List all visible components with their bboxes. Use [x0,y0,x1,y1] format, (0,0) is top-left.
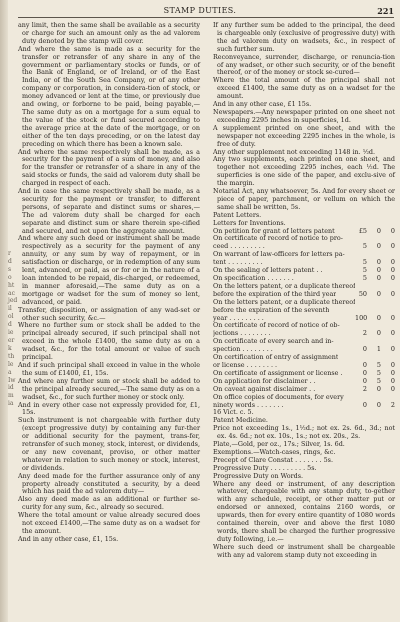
fee-l: 0 [362,376,367,385]
fee-label: On certificate of assignment or license . [213,369,343,377]
fee-amount [355,291,395,299]
fee-row [213,251,395,259]
fee-d: 0 [390,274,395,282]
fee-s [369,299,381,307]
fee-label: year . . . . . . . . . [213,314,264,322]
fee-d: 0 [390,226,395,235]
fee-s: 0 [376,384,381,393]
fee-s [369,409,381,417]
fee-s: 5 [376,376,381,385]
fee-l: 0 [362,400,367,409]
patent-fee-table [213,228,395,418]
fee-d: 0 [390,266,395,275]
right-column-outro [213,417,395,559]
fee-s: 0 [376,266,381,275]
margin-fragment: id [8,384,14,392]
margin-fragment: er [8,336,15,344]
fee-amount [355,322,395,330]
header-rule [18,17,394,18]
fee-row [213,378,395,386]
fee-row [213,386,395,394]
fee-amount [355,315,395,323]
fee-l: 5 [362,266,367,275]
paragraph: If any further sum be added to the principal, the deed is chargeable only (exclusive of progressive duty) with the ad valorem duty on wadsets, &c., in respect of such further sum. [213,21,395,53]
paragraph: And in case the same respectively shall be made, as a security for the payment or transfer, to different persons, of separate and distinct sums or shares,— The ad valorem duty shall be charged for each separate and distinct sum or share therein spe-cified and secured, and not upon the aggregate amount. [18,187,200,235]
paragraph: Progressive Duty on Words. [213,471,304,480]
fee-l: 50 [358,289,367,298]
fee-l: 0 [362,368,367,377]
fee-l: 2 [362,329,367,338]
fee-s: 0 [376,329,381,338]
fee-l: 5 [362,258,367,267]
fee-l: 0 [362,360,367,369]
fee-row [213,299,395,307]
paragraph: Where the total amount or value already secured does not exceed £1400,—The same duty as on a wadset for the amount. [18,511,200,535]
fee-amount [355,259,395,267]
fee-d [383,409,395,417]
paragraph: Any deed made for the further assurance only of any property already constituted a security, by a deed which has paid the ad valorem duty— [18,471,200,496]
fee-label: On the sealing of letters patent . . [213,267,323,275]
paragraph: Patent Letters. [213,210,262,219]
fee-amount [355,243,395,251]
fee-s: 0 [376,258,381,267]
fee-label: spection . . . . . . . . [213,346,273,354]
fee-row [213,315,395,323]
fee-label: On application for disclaimer . . [213,377,316,385]
fee-d: 0 [390,384,395,393]
adjacent-page-margin-fragments [8,250,18,408]
margin-fragment: le [8,360,14,368]
margin-fragment: r [8,250,11,257]
paragraph: Plate,—Gold, per oz., 17s.; Silver, 1s. 6d. [213,440,345,449]
fee-s: 0 [376,313,381,322]
margin-fragment: s [8,265,12,273]
paragraph: A supplement printed on one sheet, and with the newspaper not exceeding 2295 inches in the whole, is free of duty. [213,123,395,148]
margin-fragment: k [8,344,12,352]
paragraph: Where any deed or instrument, of any description whatever, chargeable with any stamp duty, to-gether with any schedule, receipt, or other matter put or endorsed or annexed, contains 2160 words, or upwards, then for every entire quantity of 1080 words contained therein, over and above the first 1080 words, there shall be charged the further progressive duty following, i.e.— [213,479,395,543]
paragraph: And where any further sum or stock shall be added to the principal already secured,—The same duty as on a wadset, &c., for such further money or stock only. [18,376,200,401]
fee-row [213,338,395,346]
fee-s: 0 [376,289,381,298]
fee-d: 0 [390,289,395,298]
fee-row [213,362,395,370]
paragraph: Progressive Duty . . . . . . . . . 5s. [213,463,317,472]
paragraph: Such instrument is not chargeable with further duty (except progressive duty) by containing any fur-ther or additional security for the payment, trans-fer, retransfer of such money, stock, interest, or dividends, or any new covenant, proviso, or other matter whatever in relation to such money or stock, interest, or dividends. [18,416,200,472]
fee-d: 0 [390,329,395,338]
fee-label: ninety words . . . . . . . [213,401,284,409]
fee-row [213,283,395,291]
fee-l: 5 [362,274,367,282]
paragraph: any limit, then the same shall be available as a security or charge for such an amount only as the ad valorem duty denoted by the stamp will cover. [18,21,200,45]
margin-fragment: il [8,305,12,313]
fee-label: On specification . . . . . . . [213,275,294,282]
fee-l: 2 [362,384,367,393]
fee-l: 0 [362,345,367,354]
paragraph: Newspapers.—Any newspaper printed on one sheet not exceeding 2295 inches in superficies, 1d. [213,107,395,124]
fee-row [213,346,395,354]
fee-amount [355,275,395,283]
fee-amount [355,228,395,236]
fee-amount [355,354,395,362]
margin-fragment: d [8,257,12,265]
fee-s: 5 [376,360,381,369]
paragraph: Reconveyance, surrender, discharge, or renuncia-tion of any wadset, or other such security, or of the benefit thereof, or of the money or stock se-cured— [213,52,395,77]
paragraph: And where any such deed or instrument shall be made respectively as a security for the payment of any annuity, or any sum by way of repayment, or in satisfaction or discharge, or in redemption of any sum lent, advanced, or paid, as or for or in the nature of a loan intended to be repaid, dis-charged, or redeemed, in manner aforesaid,—The same duty as on a mortgage or wadset for the sum of money so lent, advanced, or paid. [18,234,200,306]
margin-fragment: jed [8,297,18,305]
fee-row [213,402,395,410]
fee-d: 0 [390,376,395,385]
running-title: STAMP DUTIES. [163,6,237,15]
fee-l [355,299,367,307]
fee-row [213,267,395,275]
fee-row [213,291,395,299]
fee-amount [355,338,395,346]
fee-amount [355,409,395,417]
fee-d: 0 [390,258,395,267]
fee-row [213,307,395,315]
margin-fragment: d [8,321,12,329]
paragraph: Letters for Inventions. [213,218,286,227]
fee-label: before the expiration of the third year [213,290,337,298]
fee-d: 2 [390,400,395,409]
fee-label: or license . . . . . . . . [213,361,278,369]
paragraph: Patent Medicine. [213,416,268,425]
fee-label: On certificate of record of notice of ob- [213,322,340,330]
fee-amount [355,386,395,394]
fee-amount [355,362,395,370]
paragraph: Also any deed made as an additional or further se-curity for any sum, &c., already so secured. [18,495,200,512]
fee-d [383,299,395,307]
paragraph: And in any other case, £1 15s. [213,100,312,109]
fee-s: 0 [376,400,381,409]
paragraph: And if such principal shall exceed in value in the whole the sum of £1400, £1, 15s. [18,360,200,377]
fee-d: 0 [390,345,395,354]
paragraph: And in any other case, £1, 15s. [18,534,119,543]
fee-d: 0 [390,242,395,251]
margin-fragment: ht [8,281,15,289]
fee-label: On petition for grant of letters patent [213,227,335,235]
fee-amount [355,330,395,338]
margin-fragment: ol [8,313,14,321]
fee-row [213,322,395,330]
fee-d: 0 [390,360,395,369]
book-binding-edge [0,0,8,622]
fee-row [213,243,395,251]
page-number: 221 [377,6,394,16]
fee-s: 5 [376,368,381,377]
fee-label: On warrant of law-officers for letters pa- [213,251,345,259]
fee-l: 5 [362,242,367,251]
paragraph: Exemptions.—Watch-cases, rings, &c. [213,447,336,456]
fee-label: On the letters patent, or a duplicate thereof [213,298,355,306]
fee-s: 0 [376,242,381,251]
fee-s: 0 [376,226,381,235]
fee-label: tent . . . . . . . . . [213,259,263,267]
fee-label: jections . . . . . . . . [213,330,271,338]
fee-row [213,370,395,378]
fee-row [213,354,395,362]
fee-d: 0 [390,368,395,377]
fee-row [213,394,395,402]
fee-amount [355,370,395,378]
margin-fragment: a [8,368,12,376]
fee-label: On certificate of every search and in- [213,338,334,346]
fee-row [213,235,395,243]
right-column [213,22,395,560]
paragraph: Precept of Clare Constat . . . . . . . 5s. [213,455,333,464]
fee-row [213,259,395,267]
paragraph: Any other supplement not exceeding 1148 in. ½d. [213,147,376,156]
paragraph: And in every other case not expressly provided for, £1, 15s. [18,400,200,417]
margin-fragment: th [8,352,15,360]
fee-amount [355,299,395,307]
margin-fragment: ie [8,329,14,337]
fee-label: before the expiration of the seventh [213,306,330,314]
paragraph: Price not exceeding 1s., 1½d.; not ex. 2s. 6d., 3d.; not ex. 4s. 6d.; not ex. 10s., 1s.; not ex. 20s., 2s. [213,424,395,441]
paragraph: Where the total amount of the principal shall not exceed £1400, the same duty as on a wadset for the amount. [213,76,395,101]
fee-amount [355,378,395,386]
paragraph: Transfer, disposition, or assignation of any wad-set or other such security, &c.— [18,305,200,322]
margin-fragment: ac [8,289,15,297]
fee-row [213,275,395,283]
fee-label: On office copies of documents, for every [213,393,344,401]
margin-fragment: m [8,392,14,400]
paragraph: And where the same respectively shall be made, as a security for the payment of a sum of money, and also for the transfer or retransfer of a share in any of the said stocks or funds, the said ad valorem duty shall be charged in respect of each. [18,147,200,188]
margin-fragment: o [8,273,12,281]
paragraph: Where no further sum or stock shall be added to the principal already secured, if such principal shall not exceed in the whole £1400, the same duty as on a wadset, &c., for the total amount or value of such principal. [18,321,200,362]
fee-label: ceed . . . . . . . . . [213,243,265,251]
fee-s: 1 [376,345,381,354]
fee-amount [355,251,395,259]
paragraph: And where the same is made as a security for the transfer or retransfer of any share in any of the government or parliamentary stocks or funds, or of the Bank of England, or of Ireland, or of the East India, or of the South Sea Company, or of any other company or corporation, in considera-tion of stock, or money advanced or lent at the time, or previously due and owing, or forborne to be paid, being payable,—The same duty as on a mortgage for a sum equal to the value of the stock or fund secured according to the average price at the date of the mortgage, or on either of the ten days preceding, or on the latest day preceding on which there has been a known sale. [18,44,200,148]
margin-fragment: ia [8,400,14,408]
paragraph: Where such deed or instrument shall be chargeable with any ad valorem stamp duty not exceeding in [213,542,395,559]
fee-l: 100 [355,313,368,322]
fee-l: £5 [358,226,367,235]
left-column [18,22,200,544]
fee-amount [355,235,395,243]
paragraph: Any two supplements, each printed on one sheet, and together not exceeding 2295 inches, each ½d. The superficies is one side of the paper, and exclu-sive of the margin. [213,155,395,188]
fee-d: 0 [390,313,395,322]
fee-row [213,330,395,338]
right-column-intro [213,22,395,228]
fee-label: On certificate of record of notice to pro- [213,235,343,243]
fee-amount [355,267,395,275]
fee-amount [355,346,395,354]
fee-label: On certification of entry of assignment [213,354,339,362]
fee-l [355,409,367,417]
margin-fragment: Iw [8,376,16,384]
fee-s: 0 [376,274,381,282]
fee-amount [355,402,395,410]
paragraph: Notarial Act, any whatsoever, 5s. And for every sheet or piece of paper, parchment, or vellum on which the same shall be written, 5s. [213,187,395,211]
fee-label: On caveat against disclaimer . . [213,385,316,393]
fee-label: 16 Vict. c. 5. [213,409,254,417]
fee-row [213,228,395,236]
fee-amount [355,394,395,402]
fee-label: On the letters patent, or a duplicate thereof [213,282,355,290]
